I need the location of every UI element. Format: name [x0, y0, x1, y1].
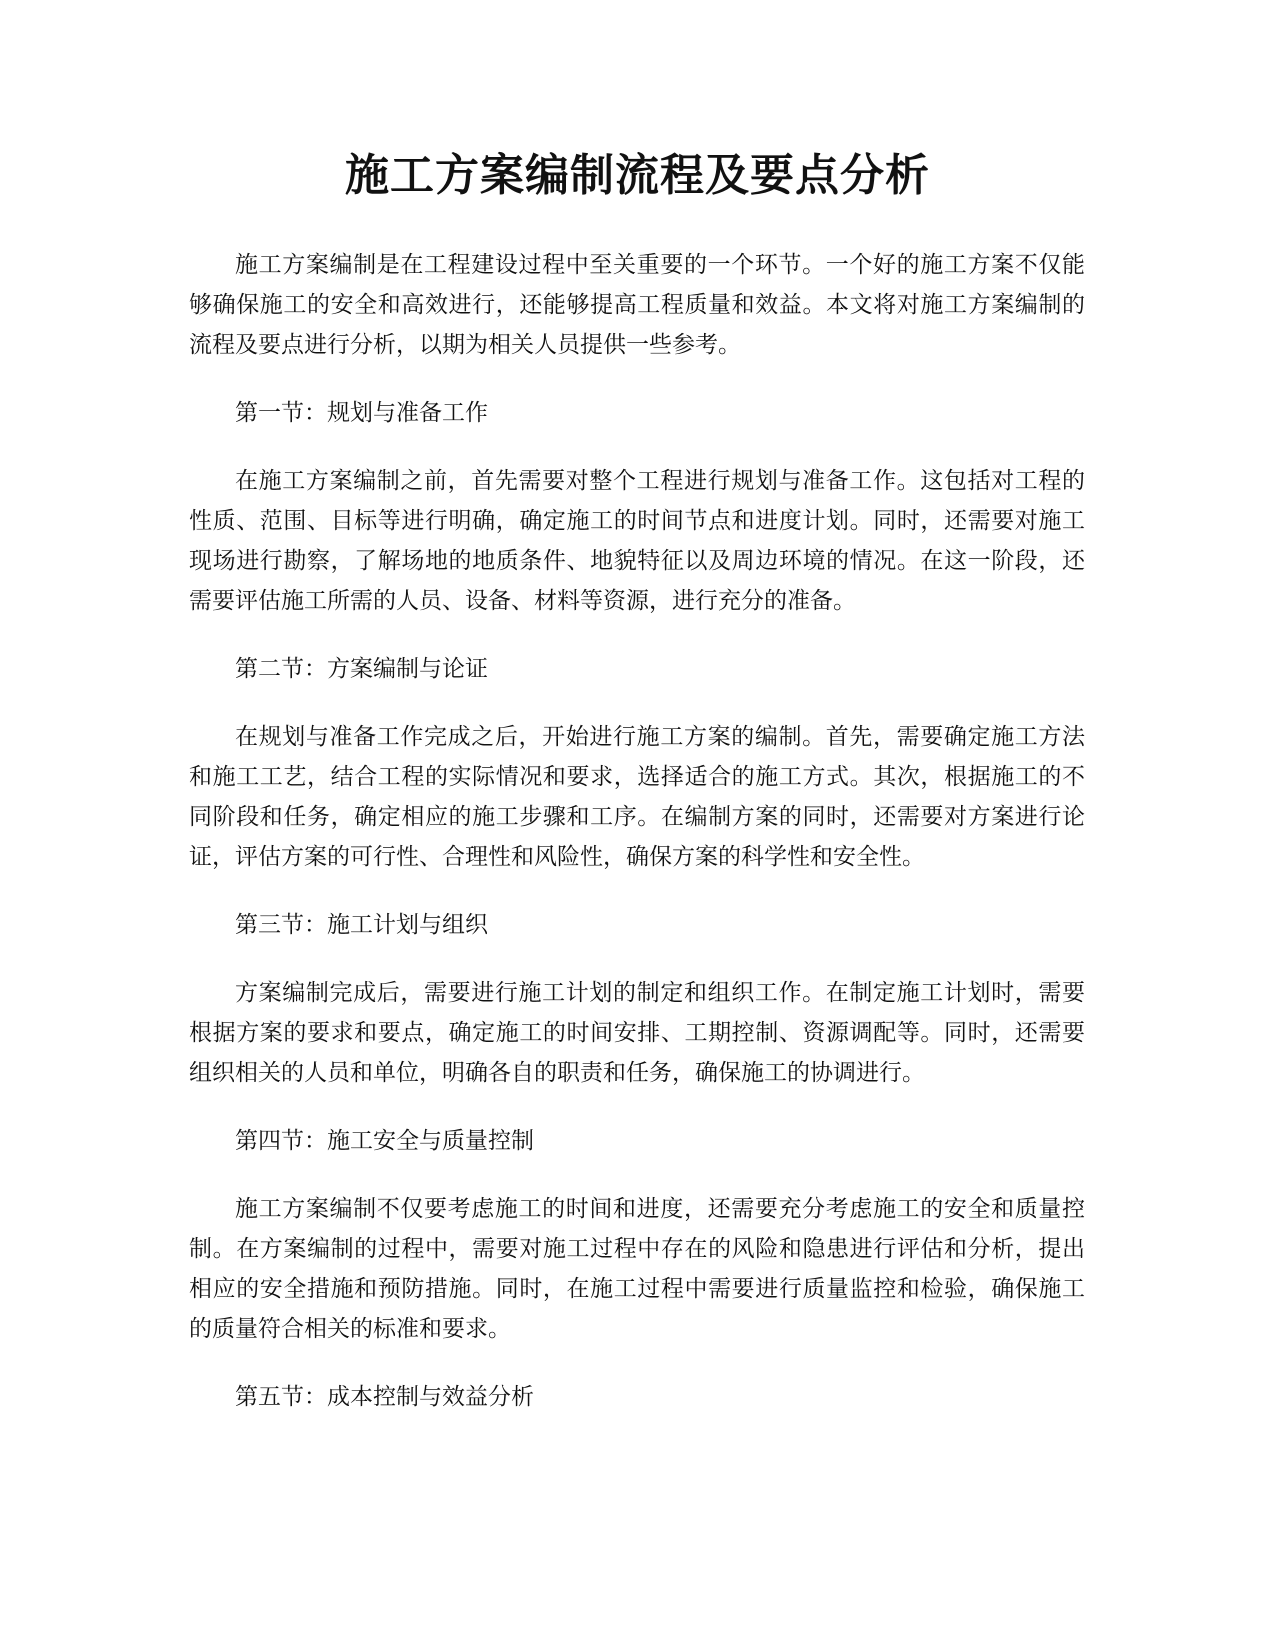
section-5-heading: 第五节：成本控制与效益分析 [235, 1384, 534, 1410]
section-4-heading: 第四节：施工安全与质量控制 [235, 1128, 534, 1154]
document-body [189, 245, 1085, 1445]
section-4-paragraph: 施工方案编制不仅要考虑施工的时间和进度，还需要充分考虑施工的安全和质量控制。在方案编制的过程中，需要对施工过程中存在的风险和隐患进行评估和分析，提出相应的安全措施和预防措施。同时，在施工过程中需要进行质量监控和检验，确保施工的质量符合相关的标准和要求。 [189, 1196, 1085, 1342]
section-2-heading: 第二节：方案编制与论证 [235, 656, 488, 682]
section-1-paragraph: 在施工方案编制之前，首先需要对整个工程进行规划与准备工作。这包括对工程的性质、范围、目标等进行明确，确定施工的时间节点和进度计划。同时，还需要对施工现场进行勘察，了解场地的地质条件、地貌特征以及周边环境的情况。在这一阶段，还需要评估施工所需的人员、设备、材料等资源，进行充分的准备。 [189, 468, 1085, 614]
section-2-paragraph: 在规划与准备工作完成之后，开始进行施工方案的编制。首先，需要确定施工方法和施工工艺，结合工程的实际情况和要求，选择适合的施工方式。其次，根据施工的不同阶段和任务，确定相应的施工步骤和工序。在编制方案的同时，还需要对方案进行论证，评估方案的可行性、合理性和风险性，确保方案的科学性和安全性。 [189, 724, 1085, 870]
section-3-heading: 第三节：施工计划与组织 [235, 912, 488, 938]
intro-paragraph: 施工方案编制是在工程建设过程中至关重要的一个环节。一个好的施工方案不仅能够确保施工的安全和高效进行，还能够提高工程质量和效益。本文将对施工方案编制的流程及要点进行分析，以期为相关人员提供一些参考。 [189, 252, 1085, 358]
document-title: 施工方案编制流程及要点分析 [345, 150, 930, 201]
section-1-heading: 第一节：规划与准备工作 [235, 400, 488, 426]
section-3-paragraph: 方案编制完成后，需要进行施工计划的制定和组织工作。在制定施工计划时，需要根据方案的要求和要点，确定施工的时间安排、工期控制、资源调配等。同时，还需要组织相关的人员和单位，明确各自的职责和任务，确保施工的协调进行。 [189, 980, 1085, 1086]
